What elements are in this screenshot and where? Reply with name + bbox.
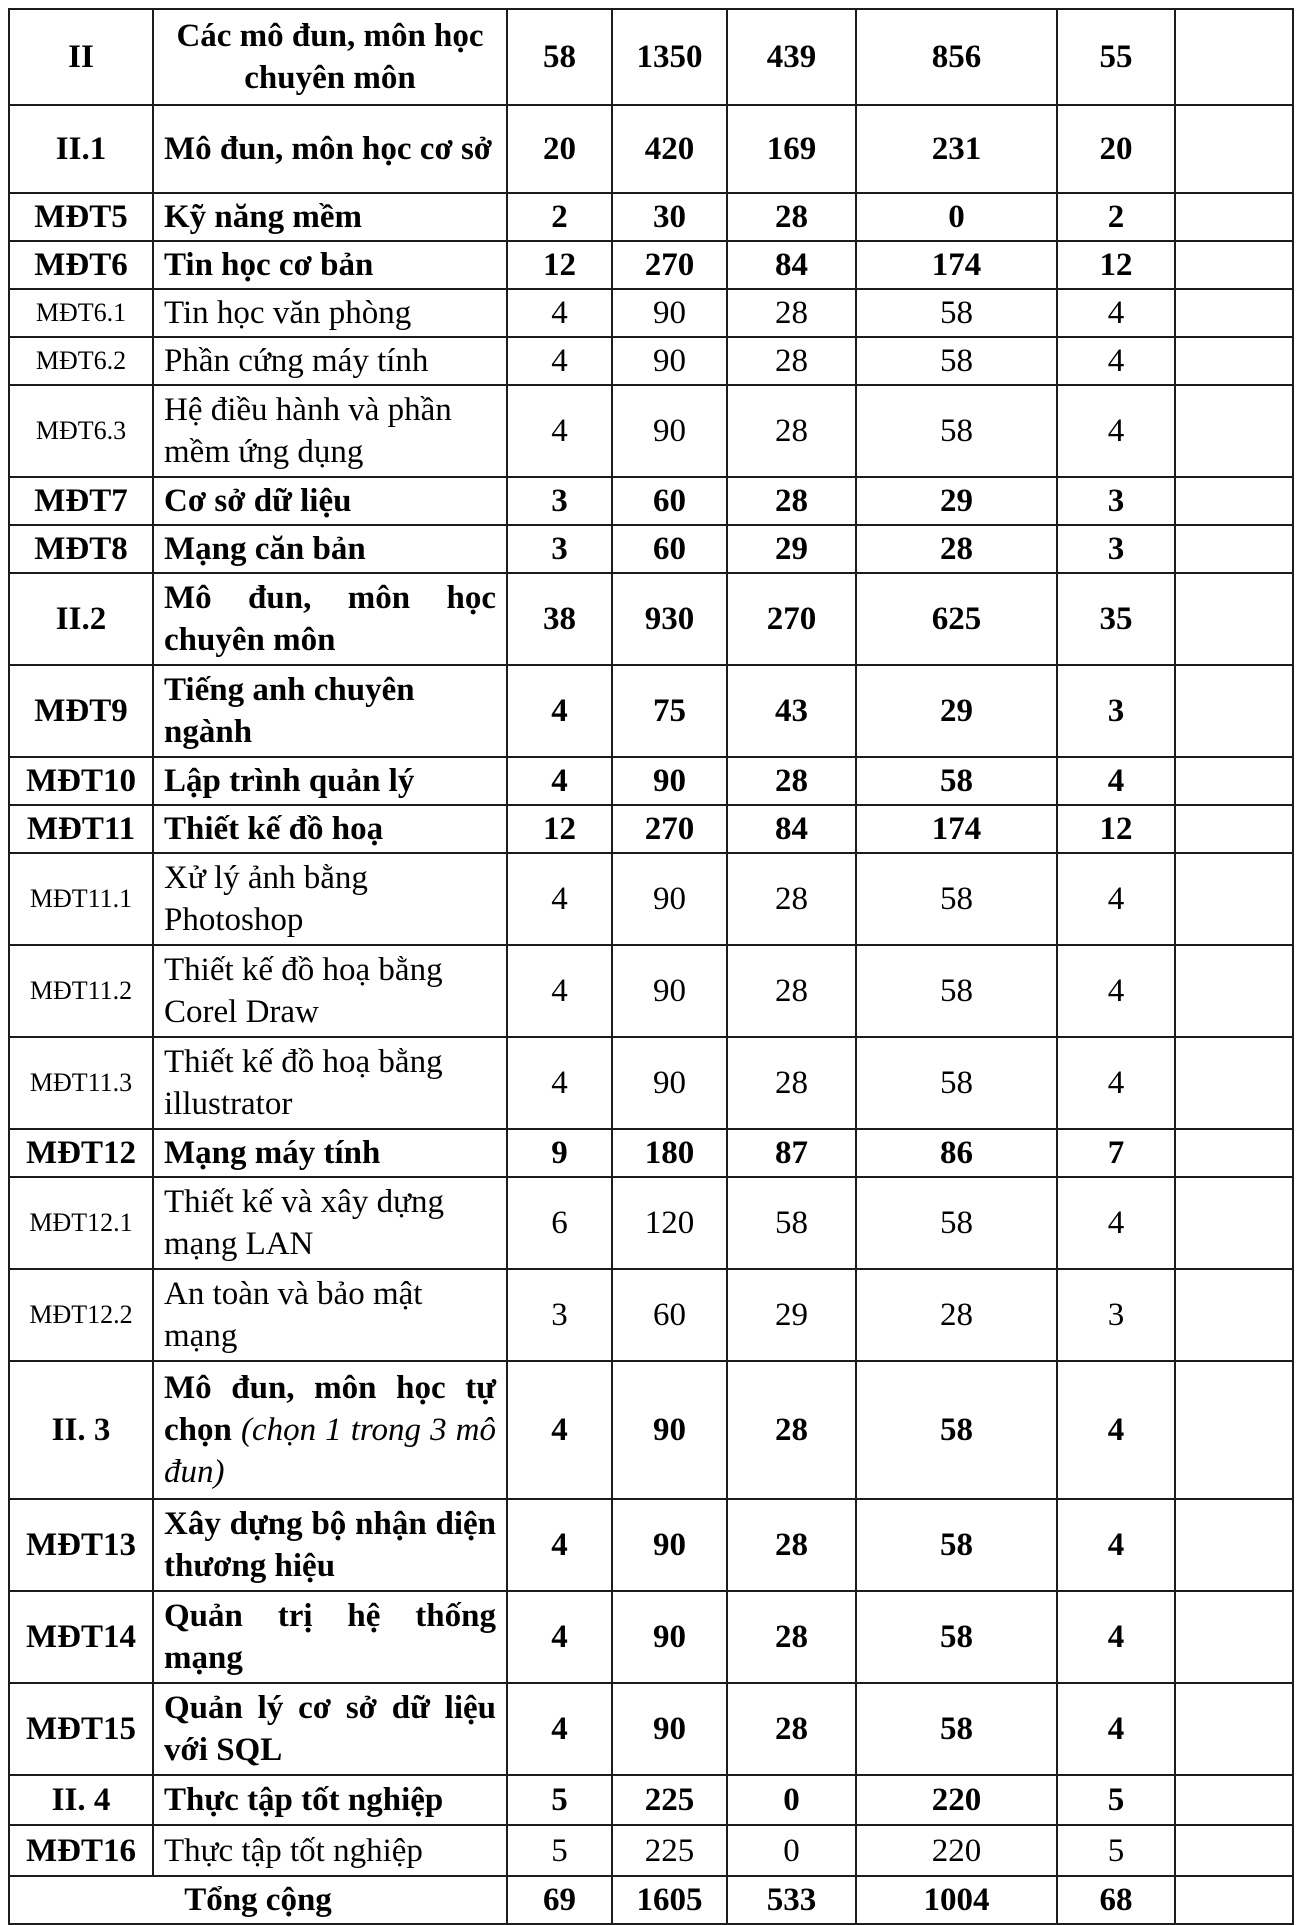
- empty-cell: [1175, 1499, 1293, 1591]
- module-code-cell: MĐT12: [9, 1129, 153, 1177]
- value-cell: 87: [727, 1129, 856, 1177]
- module-name-cell: [153, 525, 507, 573]
- table-row: [9, 1269, 1293, 1361]
- module-name-text: Cơ sở dữ liệu: [164, 483, 352, 519]
- module-name-text: Quản lý cơ sở dữ liệu với SQL: [164, 1690, 496, 1768]
- module-name-cell: [153, 1683, 507, 1775]
- value-cell: 29: [727, 1269, 856, 1361]
- table-row: [9, 1825, 1293, 1876]
- module-name-cell: [153, 805, 507, 853]
- value-cell: 58: [856, 289, 1057, 337]
- module-name-text: Thiết kế và xây dựng mạng LAN: [164, 1184, 444, 1262]
- value-cell: 58: [856, 1591, 1057, 1683]
- value-cell: 30: [612, 193, 727, 241]
- value-cell: 3: [1057, 1269, 1175, 1361]
- table-row: [9, 853, 1293, 945]
- value-cell: 0: [727, 1825, 856, 1876]
- value-cell: 43: [727, 665, 856, 757]
- curriculum-table-body: [9, 9, 1293, 1924]
- module-name-text: Hệ điều hành và phần mềm ứng dụng: [164, 392, 452, 470]
- table-row: [9, 193, 1293, 241]
- value-cell: 270: [612, 241, 727, 289]
- table-row: [9, 525, 1293, 573]
- module-name-text: Xử lý ảnh bằng Photoshop: [164, 860, 368, 938]
- module-name-text: Quản trị hệ thống mạng: [164, 1598, 496, 1676]
- value-cell: 90: [612, 1683, 727, 1775]
- table-row: [9, 9, 1293, 105]
- module-name-text: Kỹ năng mềm: [164, 199, 362, 235]
- value-cell: 28: [727, 477, 856, 525]
- value-cell: 4: [1057, 853, 1175, 945]
- empty-cell: [1175, 1037, 1293, 1129]
- module-name-text: Lập trình quản lý: [164, 763, 415, 799]
- value-cell: 90: [612, 1361, 727, 1499]
- module-name-cell: [153, 1037, 507, 1129]
- value-cell: 90: [612, 1591, 727, 1683]
- module-name-note: (chọn 1 trong 3 mô đun): [164, 1412, 496, 1490]
- empty-cell: [1175, 337, 1293, 385]
- table-row: [9, 665, 1293, 757]
- module-code-cell: MĐT6.3: [9, 385, 153, 477]
- module-code-cell: MĐT10: [9, 757, 153, 805]
- empty-cell: [1175, 241, 1293, 289]
- value-cell: 0: [856, 193, 1057, 241]
- value-cell: 55: [1057, 9, 1175, 105]
- value-cell: 4: [507, 1591, 612, 1683]
- module-name-text: Xây dựng bộ nhận diện thương hiệu: [164, 1506, 496, 1584]
- module-name-cell: [153, 385, 507, 477]
- value-cell: 4: [507, 1361, 612, 1499]
- module-name-text: Thực tập tốt nghiệp: [164, 1782, 444, 1818]
- value-cell: 4: [1057, 1177, 1175, 1269]
- table-row: [9, 289, 1293, 337]
- value-cell: 1350: [612, 9, 727, 105]
- empty-cell: [1175, 289, 1293, 337]
- value-cell: 28: [856, 525, 1057, 573]
- module-name-cell: [153, 1269, 507, 1361]
- module-code-cell: MĐT15: [9, 1683, 153, 1775]
- value-cell: 169: [727, 105, 856, 193]
- value-cell: 58: [856, 1037, 1057, 1129]
- value-cell: 75: [612, 665, 727, 757]
- module-name-text: Tiếng anh chuyên ngành: [164, 672, 415, 750]
- value-cell: 5: [507, 1775, 612, 1825]
- module-name-cell: [153, 1499, 507, 1591]
- value-cell: 68: [1057, 1876, 1175, 1924]
- value-cell: 7: [1057, 1129, 1175, 1177]
- value-cell: 4: [507, 1499, 612, 1591]
- value-cell: 4: [507, 1683, 612, 1775]
- value-cell: 2: [1057, 193, 1175, 241]
- value-cell: 60: [612, 1269, 727, 1361]
- empty-cell: [1175, 105, 1293, 193]
- value-cell: 9: [507, 1129, 612, 1177]
- module-name-text: Phần cứng máy tính: [164, 343, 429, 379]
- table-row: [9, 805, 1293, 853]
- module-code-cell: II: [9, 9, 153, 105]
- module-code-cell: MĐT12.1: [9, 1177, 153, 1269]
- value-cell: 58: [856, 1499, 1057, 1591]
- module-code-cell: MĐT6: [9, 241, 153, 289]
- value-cell: 533: [727, 1876, 856, 1924]
- value-cell: 69: [507, 1876, 612, 1924]
- value-cell: 20: [507, 105, 612, 193]
- table-row: [9, 945, 1293, 1037]
- module-code-cell: II. 3: [9, 1361, 153, 1499]
- value-cell: 225: [612, 1825, 727, 1876]
- empty-cell: [1175, 805, 1293, 853]
- module-name-cell: [153, 289, 507, 337]
- module-code-cell: II.1: [9, 105, 153, 193]
- module-name-text: Mô đun, môn học chuyên môn: [164, 580, 496, 658]
- module-name-cell: [153, 1775, 507, 1825]
- module-name-cell: [153, 337, 507, 385]
- empty-cell: [1175, 1591, 1293, 1683]
- table-row: [9, 1499, 1293, 1591]
- value-cell: 0: [727, 1775, 856, 1825]
- module-name-cell: [153, 1177, 507, 1269]
- value-cell: 12: [507, 805, 612, 853]
- table-row: [9, 1775, 1293, 1825]
- empty-cell: [1175, 385, 1293, 477]
- module-name-text: Các mô đun, môn học chuyên môn: [176, 18, 484, 96]
- value-cell: 180: [612, 1129, 727, 1177]
- value-cell: 84: [727, 805, 856, 853]
- value-cell: 4: [1057, 289, 1175, 337]
- table-row: [9, 1361, 1293, 1499]
- total-label: Tổng cộng: [9, 1876, 507, 1924]
- module-name-cell: [153, 945, 507, 1037]
- empty-cell: [1175, 1361, 1293, 1499]
- value-cell: 12: [1057, 805, 1175, 853]
- module-name-cell: [153, 1591, 507, 1683]
- value-cell: 439: [727, 9, 856, 105]
- empty-cell: [1175, 573, 1293, 665]
- module-code-cell: MĐT11.1: [9, 853, 153, 945]
- module-name-cell: [153, 9, 507, 105]
- module-name-text: Thiết kế đồ hoạ bằng illustrator: [164, 1044, 443, 1122]
- value-cell: 4: [1057, 1499, 1175, 1591]
- table-row: [9, 1177, 1293, 1269]
- value-cell: 6: [507, 1177, 612, 1269]
- table-row: [9, 477, 1293, 525]
- empty-cell: [1175, 1825, 1293, 1876]
- value-cell: 28: [727, 289, 856, 337]
- value-cell: 58: [856, 1177, 1057, 1269]
- value-cell: 58: [507, 9, 612, 105]
- value-cell: 28: [727, 193, 856, 241]
- value-cell: 58: [856, 757, 1057, 805]
- value-cell: 28: [727, 1361, 856, 1499]
- module-name-cell: [153, 1361, 507, 1499]
- module-name-cell: [153, 193, 507, 241]
- value-cell: 35: [1057, 573, 1175, 665]
- value-cell: 90: [612, 853, 727, 945]
- value-cell: 220: [856, 1825, 1057, 1876]
- value-cell: 20: [1057, 105, 1175, 193]
- value-cell: 225: [612, 1775, 727, 1825]
- module-name-text: Tin học cơ bản: [164, 247, 374, 283]
- value-cell: 60: [612, 525, 727, 573]
- module-code-cell: MĐT14: [9, 1591, 153, 1683]
- value-cell: 4: [1057, 757, 1175, 805]
- value-cell: 930: [612, 573, 727, 665]
- module-name-text: Thiết kế đồ hoạ bằng Corel Draw: [164, 952, 443, 1030]
- value-cell: 1605: [612, 1876, 727, 1924]
- empty-cell: [1175, 853, 1293, 945]
- value-cell: 28: [727, 1499, 856, 1591]
- value-cell: 58: [856, 1683, 1057, 1775]
- value-cell: 4: [1057, 1037, 1175, 1129]
- value-cell: 90: [612, 337, 727, 385]
- value-cell: 28: [727, 385, 856, 477]
- module-name-text: Tin học văn phòng: [164, 295, 412, 331]
- value-cell: 90: [612, 289, 727, 337]
- value-cell: 58: [727, 1177, 856, 1269]
- value-cell: 4: [507, 665, 612, 757]
- value-cell: 28: [727, 853, 856, 945]
- value-cell: 28: [727, 1037, 856, 1129]
- value-cell: 3: [1057, 665, 1175, 757]
- value-cell: 58: [856, 337, 1057, 385]
- empty-cell: [1175, 945, 1293, 1037]
- module-name-cell: [153, 241, 507, 289]
- value-cell: 58: [856, 945, 1057, 1037]
- module-name-text: Mạng máy tính: [164, 1135, 381, 1171]
- value-cell: 625: [856, 573, 1057, 665]
- module-code-cell: MĐT16: [9, 1825, 153, 1876]
- value-cell: 4: [507, 289, 612, 337]
- empty-cell: [1175, 1683, 1293, 1775]
- module-name-cell: [153, 853, 507, 945]
- module-code-cell: MĐT11.3: [9, 1037, 153, 1129]
- value-cell: 90: [612, 1499, 727, 1591]
- module-name-text: Mô đun, môn học tự chọn: [164, 1370, 496, 1448]
- module-code-cell: MĐT12.2: [9, 1269, 153, 1361]
- module-name-cell: [153, 757, 507, 805]
- module-code-cell: MĐT11: [9, 805, 153, 853]
- value-cell: 5: [1057, 1825, 1175, 1876]
- value-cell: 29: [856, 665, 1057, 757]
- value-cell: 231: [856, 105, 1057, 193]
- table-row: [9, 573, 1293, 665]
- value-cell: 174: [856, 805, 1057, 853]
- module-code-cell: II. 4: [9, 1775, 153, 1825]
- value-cell: 4: [1057, 385, 1175, 477]
- module-name-cell: [153, 105, 507, 193]
- module-code-cell: MĐT7: [9, 477, 153, 525]
- value-cell: 28: [727, 337, 856, 385]
- empty-cell: [1175, 9, 1293, 105]
- module-name-text: Mạng căn bản: [164, 531, 366, 567]
- empty-cell: [1175, 1269, 1293, 1361]
- empty-cell: [1175, 193, 1293, 241]
- table-row: [9, 385, 1293, 477]
- module-code-cell: MĐT9: [9, 665, 153, 757]
- module-code-cell: MĐT6.1: [9, 289, 153, 337]
- value-cell: 5: [1057, 1775, 1175, 1825]
- empty-cell: [1175, 477, 1293, 525]
- empty-cell: [1175, 1775, 1293, 1825]
- module-name-cell: [153, 1129, 507, 1177]
- module-name-text: An toàn và bảo mật mạng: [164, 1276, 423, 1354]
- table-row: [9, 1129, 1293, 1177]
- module-code-cell: II.2: [9, 573, 153, 665]
- table-row: [9, 105, 1293, 193]
- empty-cell: [1175, 1177, 1293, 1269]
- value-cell: 90: [612, 1037, 727, 1129]
- value-cell: 4: [1057, 945, 1175, 1037]
- value-cell: 58: [856, 853, 1057, 945]
- value-cell: 28: [856, 1269, 1057, 1361]
- module-code-cell: MĐT11.2: [9, 945, 153, 1037]
- value-cell: 3: [507, 525, 612, 573]
- value-cell: 3: [507, 1269, 612, 1361]
- value-cell: 4: [507, 757, 612, 805]
- value-cell: 4: [1057, 1683, 1175, 1775]
- value-cell: 4: [1057, 337, 1175, 385]
- value-cell: 58: [856, 385, 1057, 477]
- module-name-cell: [153, 573, 507, 665]
- value-cell: 120: [612, 1177, 727, 1269]
- module-name-cell: [153, 665, 507, 757]
- value-cell: 3: [507, 477, 612, 525]
- table-row: [9, 241, 1293, 289]
- table-row: [9, 1683, 1293, 1775]
- module-code-cell: MĐT5: [9, 193, 153, 241]
- value-cell: 86: [856, 1129, 1057, 1177]
- value-cell: 29: [856, 477, 1057, 525]
- value-cell: 38: [507, 573, 612, 665]
- value-cell: 12: [507, 241, 612, 289]
- value-cell: 270: [612, 805, 727, 853]
- value-cell: 28: [727, 1591, 856, 1683]
- value-cell: 60: [612, 477, 727, 525]
- value-cell: 174: [856, 241, 1057, 289]
- value-cell: 220: [856, 1775, 1057, 1825]
- value-cell: 5: [507, 1825, 612, 1876]
- value-cell: 4: [1057, 1591, 1175, 1683]
- value-cell: 12: [1057, 241, 1175, 289]
- module-code-cell: MĐT8: [9, 525, 153, 573]
- table-row: [9, 337, 1293, 385]
- value-cell: 90: [612, 757, 727, 805]
- empty-cell: [1175, 665, 1293, 757]
- table-row: [9, 1591, 1293, 1683]
- value-cell: 4: [507, 853, 612, 945]
- curriculum-table: [8, 8, 1294, 1925]
- value-cell: 29: [727, 525, 856, 573]
- value-cell: 2: [507, 193, 612, 241]
- value-cell: 58: [856, 1361, 1057, 1499]
- module-name-text: Mô đun, môn học cơ sở: [164, 131, 493, 167]
- empty-cell: [1175, 757, 1293, 805]
- empty-cell: [1175, 1129, 1293, 1177]
- module-code-cell: MĐT13: [9, 1499, 153, 1591]
- value-cell: 1004: [856, 1876, 1057, 1924]
- module-name-text: Thực tập tốt nghiệp: [164, 1832, 423, 1869]
- value-cell: 4: [507, 385, 612, 477]
- table-row: [9, 757, 1293, 805]
- value-cell: 84: [727, 241, 856, 289]
- value-cell: 270: [727, 573, 856, 665]
- module-name-text: Thiết kế đồ hoạ: [164, 811, 384, 847]
- value-cell: 4: [507, 1037, 612, 1129]
- module-code-cell: MĐT6.2: [9, 337, 153, 385]
- value-cell: 420: [612, 105, 727, 193]
- table-row: [9, 1037, 1293, 1129]
- value-cell: 90: [612, 945, 727, 1037]
- empty-cell: [1175, 525, 1293, 573]
- value-cell: 4: [507, 945, 612, 1037]
- value-cell: 4: [507, 337, 612, 385]
- module-name-cell: [153, 1825, 507, 1876]
- value-cell: 4: [1057, 1361, 1175, 1499]
- module-name-cell: [153, 477, 507, 525]
- value-cell: 856: [856, 9, 1057, 105]
- value-cell: 28: [727, 1683, 856, 1775]
- value-cell: 28: [727, 945, 856, 1037]
- value-cell: 90: [612, 385, 727, 477]
- value-cell: 3: [1057, 525, 1175, 573]
- value-cell: 3: [1057, 477, 1175, 525]
- value-cell: 28: [727, 757, 856, 805]
